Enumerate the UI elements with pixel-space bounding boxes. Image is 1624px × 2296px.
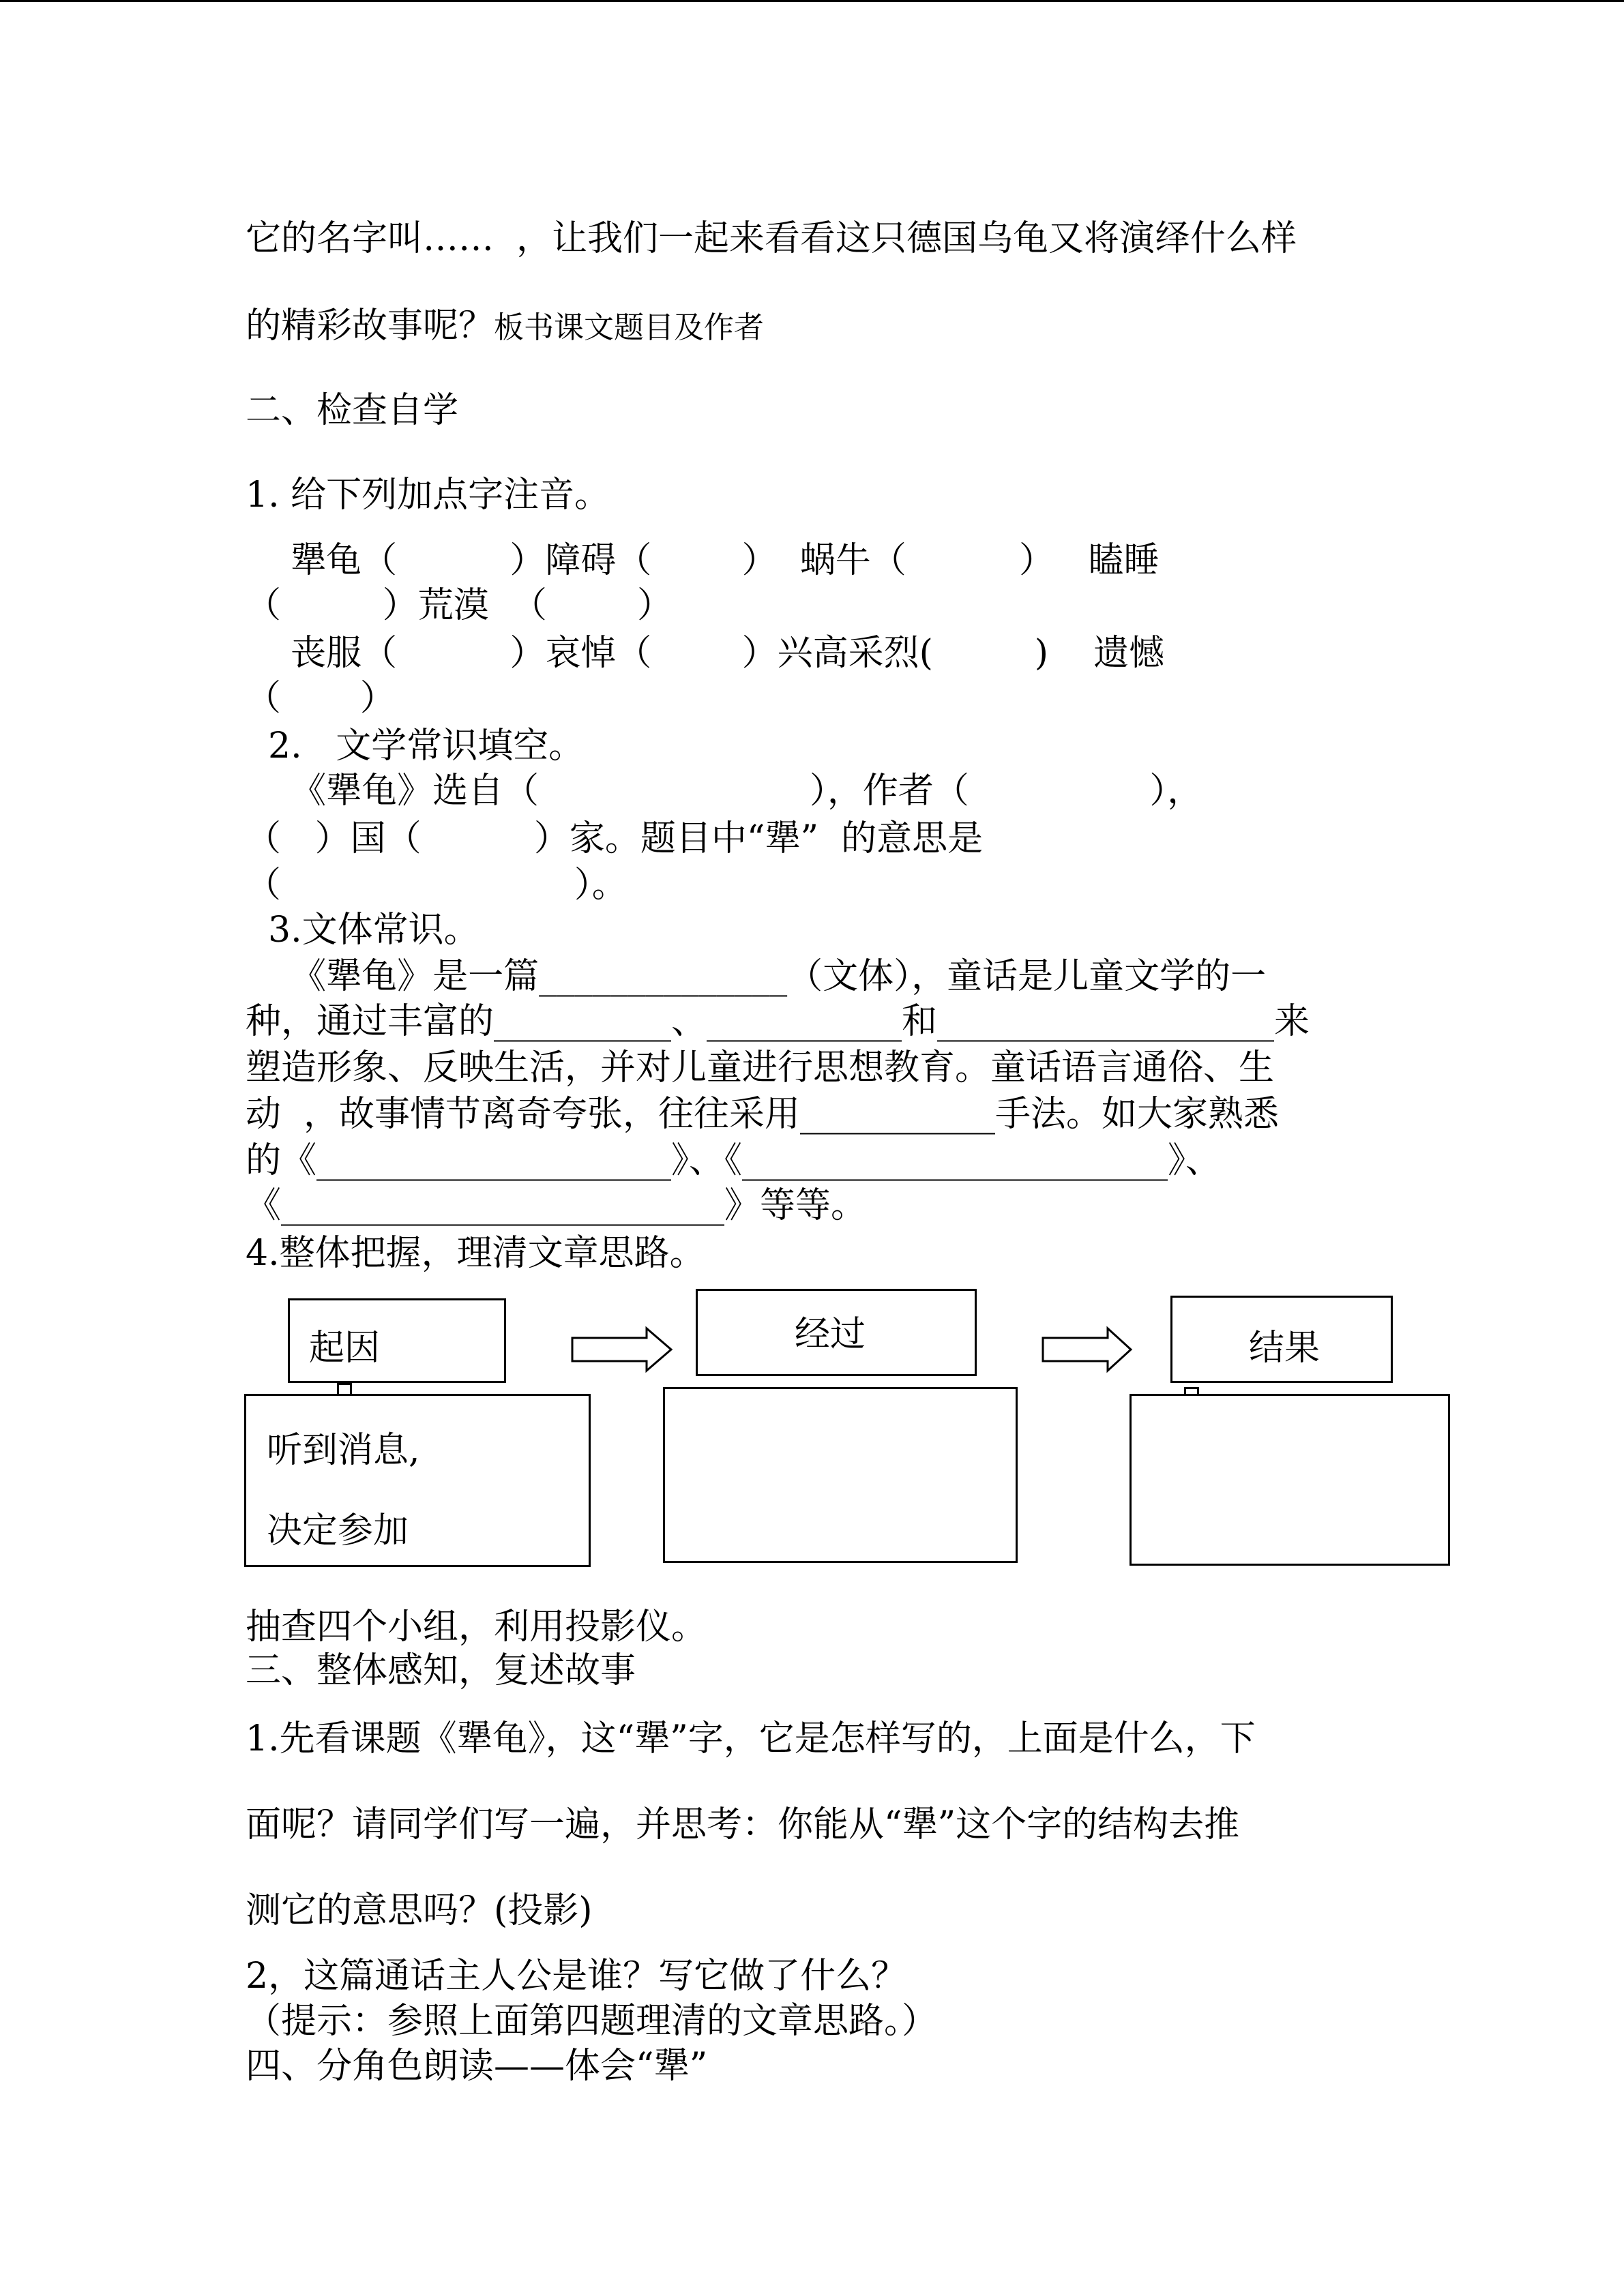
cause-connector — [337, 1383, 352, 1394]
question-3: 3.文体常识。 — [246, 910, 479, 951]
intro-line-2-note: 板书课文题目及作者 — [494, 310, 765, 345]
paragraph-2-hint: （提示：参照上面第四题理清的文章思路。） — [246, 2001, 938, 2042]
result-content-box — [1130, 1394, 1450, 1566]
intro-line-2 — [246, 305, 764, 348]
process-label: 经过 — [795, 1314, 866, 1355]
process-content-box — [663, 1387, 1018, 1563]
cause-text-line-2: 决定参加 — [267, 1510, 409, 1551]
section-2-heading: 二、检查自学 — [246, 390, 459, 431]
intro-line-2-text: 的精彩故事呢？ — [246, 305, 494, 346]
question-2-line-b: （ ）国（ ）家。题目中“犟” 的意思是 — [246, 818, 984, 859]
top-border — [0, 0, 1624, 2]
cause-text-line-1: 听到消息, — [267, 1430, 420, 1471]
question-3-line-f: 《_________________________》等等。 — [246, 1185, 867, 1226]
question-2-line-a: 《犟龟》选自（ ），作者（ ）， — [246, 771, 1203, 811]
result-label: 结果 — [1249, 1328, 1320, 1369]
paragraph-1-line-2: 面呢？请同学们写一遍，并思考：你能从“犟”这个字的结构去推 — [246, 1804, 1240, 1845]
intro-line-1: 它的名字叫…… ，让我们一起来看看这只德国乌龟又将演绎什么样 — [246, 218, 1297, 259]
pinyin-row-2: 丧服（ ）哀悼（ ）兴高采烈( ) 遗憾 — [246, 633, 1165, 674]
pinyin-row-1: 犟龟（ ）障碍（ ） 蜗牛（ ） 瞌睡 — [246, 540, 1160, 581]
question-4: 4.整体把握，理清文章思路。 — [246, 1233, 705, 1274]
paragraph-1-line-3: 测它的意思吗？(投影) — [246, 1890, 593, 1931]
question-2-line-c: （ ）。 — [246, 865, 628, 906]
section-4-heading: 四、分角色朗读——体会“犟” — [246, 2046, 708, 2087]
cause-label: 起因 — [309, 1328, 381, 1369]
question-3-line-b: 种，通过丰富的__________、___________和___________________来 — [246, 1001, 1310, 1042]
arrow-right-icon-2 — [1041, 1326, 1134, 1373]
arrow-right-icon-1 — [570, 1326, 674, 1373]
pinyin-row-1b: （ ）荒漠 （ ） — [246, 585, 673, 626]
question-3-line-a: 《犟龟》是一篇______________（文体），童话是儿童文学的一 — [246, 956, 1267, 997]
question-1: 1. 给下列加点字注音。 — [246, 475, 610, 516]
paragraph-1-line-1: 1.先看课题《犟龟》，这“犟”字，它是怎样写的，上面是什么，下 — [246, 1718, 1256, 1759]
section-3-heading: 三、整体感知，复述故事 — [246, 1650, 636, 1691]
question-3-line-e: 的《____________________》、《________________________》、 — [246, 1140, 1222, 1181]
paragraph-2: 2，这篇通话主人公是谁？写它做了什么？ — [246, 1956, 907, 1997]
pinyin-row-2b: （ ） — [246, 678, 396, 719]
question-3-line-d: 动 ，故事情节离奇夸张，往往采用___________手法。如大家熟悉 — [246, 1094, 1280, 1135]
cause-content-box — [244, 1394, 591, 1567]
after-diagram-note: 抽查四个小组，利用投影仪。 — [246, 1607, 707, 1648]
question-3-line-c: 塑造形象、反映生活，并对儿童进行思想教育。童话语言通俗、生 — [246, 1047, 1275, 1088]
cause-label-box — [288, 1298, 506, 1383]
result-label-box — [1170, 1296, 1393, 1383]
process-label-box — [696, 1289, 977, 1376]
question-2: 2. 文学常识填空。 — [246, 726, 585, 766]
